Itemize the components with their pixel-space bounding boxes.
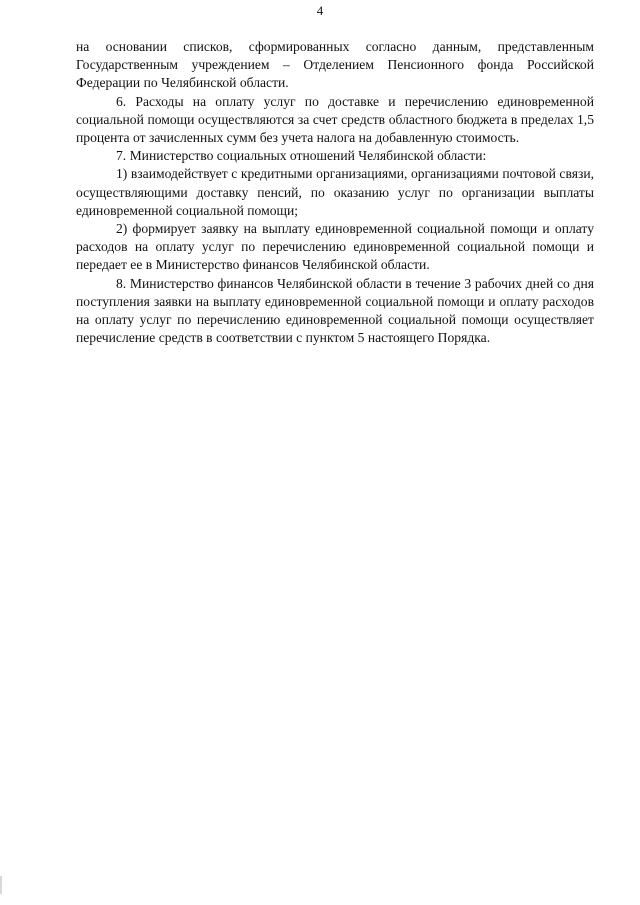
paragraph-subitem-1: 1) взаимодействует с кредитными организациями, организациями почтовой связи, осуществляющими доставку пенсий, по оказанию услуг по организации выплаты единовременной социальной помощи; xyxy=(76,166,594,218)
paragraph-subitem-2: 2) формирует заявку на выплату единовременной социальной помощи и оплату расходов на оплату услуг по перечислению единовременной социальной помощи и передает ее в Министерство финансов Челябинской области. xyxy=(76,221,594,273)
paragraph-item-7: 7. Министерство социальных отношений Челябинской области: xyxy=(116,148,487,164)
page-number: 4 xyxy=(316,3,324,18)
paragraph-continuation: на основании списков, сформированных согласно данным, представленным Государственным учреждением – Отделением Пенсионного фонда Российской Федерации по Челябинской области. xyxy=(76,39,594,91)
scan-edge-mark xyxy=(0,876,2,894)
paragraph-item-6: 6. Расходы на оплату услуг по доставке и перечислению единовременной социальной помощи осуществляются за счет средств областного бюджета в пределах 1,5 процента от зачисленных сумм без учета налога на добавленную стоимость. xyxy=(76,93,594,146)
document-body xyxy=(76,38,594,347)
paragraph-item-8: 8. Министерство финансов Челябинской области в течение 3 рабочих дней со дня поступления заявки на выплату единовременной социальной помощи и оплату расходов на оплату услуг по перечислению единовременной социальной помощи осуществляет перечисление средств в соответствии с пунктом 5 настоящего Порядка. xyxy=(76,275,594,346)
